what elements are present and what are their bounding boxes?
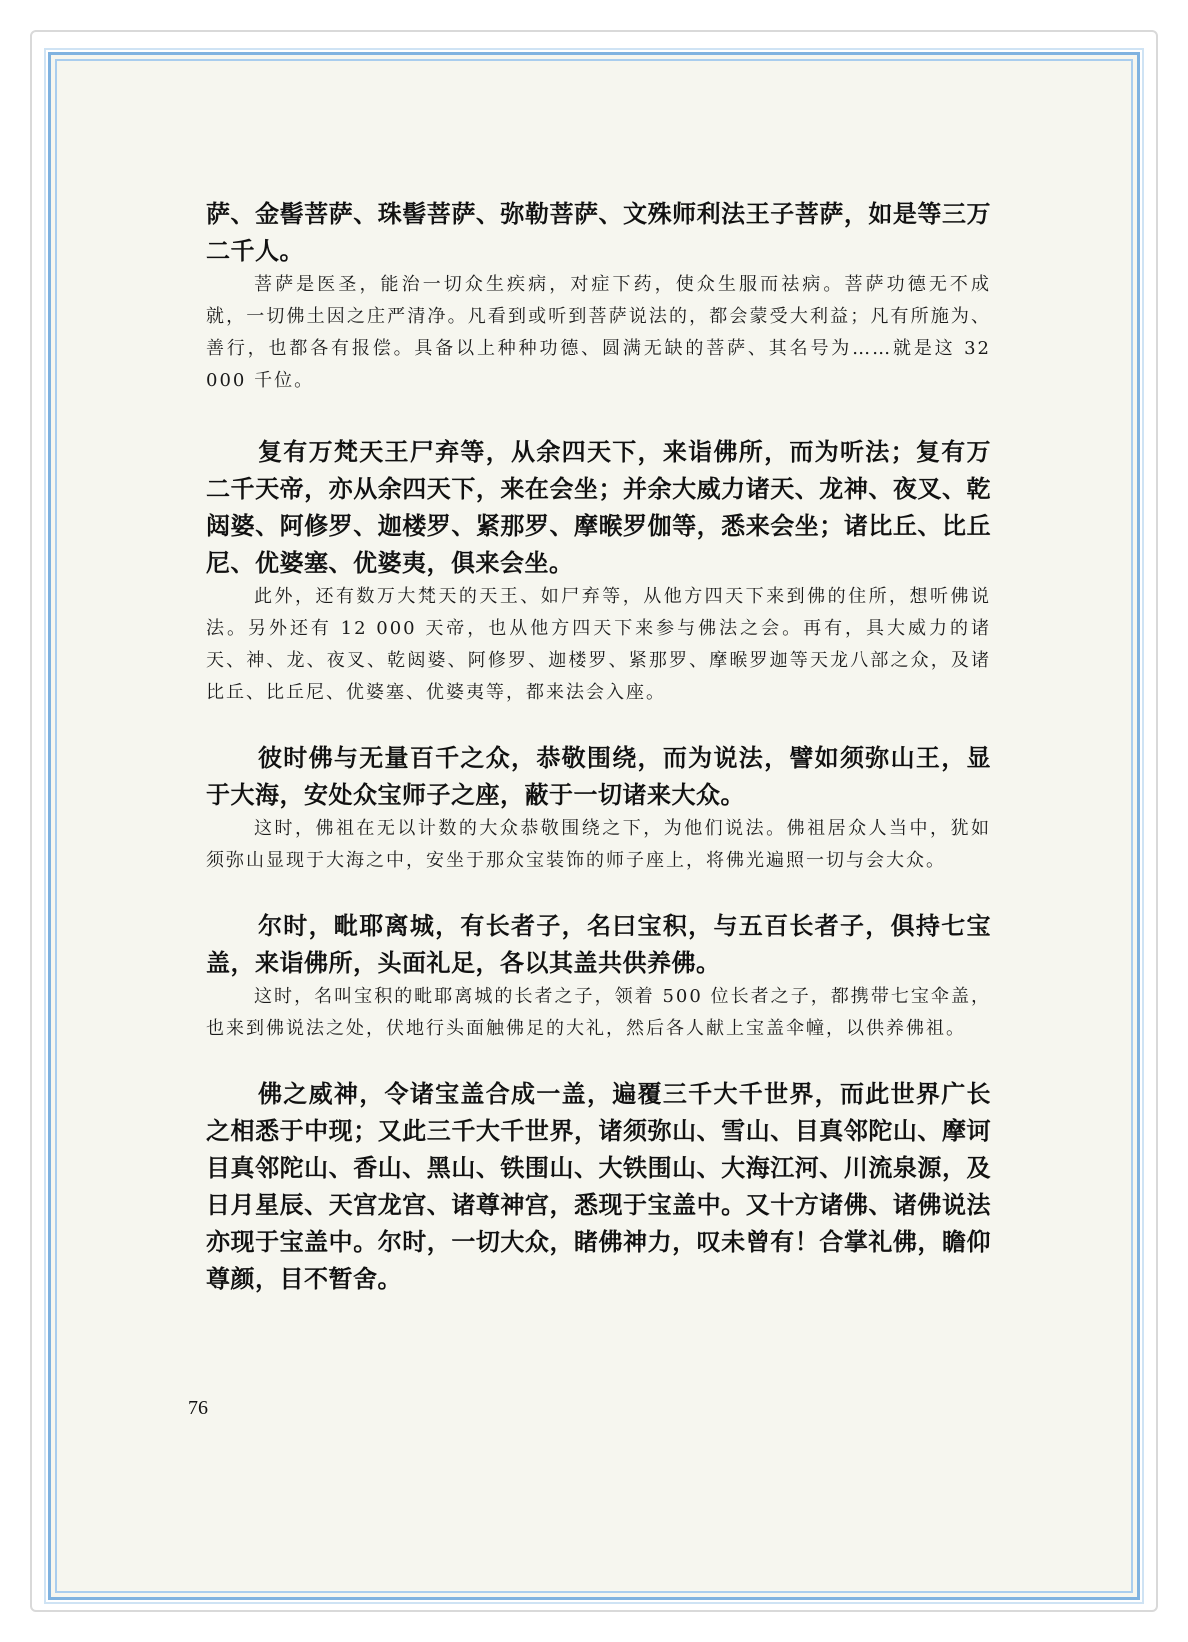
page-content — [206, 195, 991, 1323]
book-page — [48, 52, 1140, 1600]
scripture-verse: 彼时佛与无量百千之众，恭敬围绕，而为说法，譬如须弥山王，显于大海，安处众宝师子之座，蔽于一切诸来大众。 — [206, 743, 991, 809]
section-4 — [206, 907, 991, 1045]
section-3 — [206, 739, 991, 877]
scripture-verse: 尔时，毗耶离城，有长者子，名曰宝积，与五百长者子，俱持七宝盖，来诣佛所，头面礼足，各以其盖共供养佛。 — [206, 911, 991, 977]
vernacular-translation: 这时，佛祖在无以计数的大众恭敬围绕之下，为他们说法。佛祖居众人当中，犹如须弥山显现于大海之中，安坐于那众宝装饰的师子座上，将佛光遍照一切与会大众。 — [206, 818, 991, 871]
vernacular-translation: 菩萨是医圣，能治一切众生疾病，对症下药，使众生服而祛病。菩萨功德无不成就，一切佛土因之庄严清净。凡看到或听到菩萨说法的，都会蒙受大利益；凡有所施为、善行，也都各有报偿。具备以上种种功德、圆满无缺的菩萨、其名号为……就是这 32 000 千位。 — [206, 274, 991, 391]
scripture-verse: 复有万梵天王尸弃等，从余四天下，来诣佛所，而为听法；复有万二千天帝，亦从余四天下，来在会坐；并余大威力诸天、龙神、夜叉、乾闼婆、阿修罗、迦楼罗、紧那罗、摩㬋罗伽等，悉来会坐；诸比丘、比丘尼、优婆塞、优婆夷，俱来会坐。 — [206, 437, 991, 577]
vernacular-translation: 此外，还有数万大梵天的天王、如尸弃等，从他方四天下来到佛的住所，想听佛说法。另外还有 12 000 天帝，也从他方四天下来参与佛法之会。再有，具大威力的诸天、神、龙、夜叉、乾闼婆、阿修罗、迦楼罗、紧那罗、摩㬋罗迦等天龙八部之众，及诸比丘、比丘尼、优婆塞、优婆夷等，都来法会入座。 — [206, 586, 991, 703]
scripture-verse: 佛之威神，令诸宝盖合成一盖，遍覆三千大千世界，而此世界广长之相悉于中现；又此三千大千世界，诸须弥山、雪山、目真邻陀山、摩诃目真邻陀山、香山、黑山、铁围山、大铁围山、大海江河、川流泉源，及日月星辰、天宫龙宫、诸尊神宫，悉现于宝盖中。又十方诸佛、诸佛说法亦现于宝盖中。尔时，一切大众，睹佛神力，叹未曾有！合掌礼佛，瞻仰尊颜，目不暂舍。 — [206, 1079, 991, 1293]
section-5 — [206, 1075, 991, 1297]
scripture-verse: 萨、金髻菩萨、珠髻菩萨、弥勒菩萨、文殊师利法王子菩萨，如是等三万二千人。 — [206, 199, 991, 265]
section-2 — [206, 433, 991, 709]
section-1 — [206, 195, 991, 397]
page-number: 76 — [188, 1397, 208, 1419]
vernacular-translation: 这时，名叫宝积的毗耶离城的长者之子，领着 500 位长者之子，都携带七宝伞盖，也来到佛说法之处，伏地行头面触佛足的大礼，然后各人献上宝盖伞幢，以供养佛祖。 — [206, 986, 991, 1039]
